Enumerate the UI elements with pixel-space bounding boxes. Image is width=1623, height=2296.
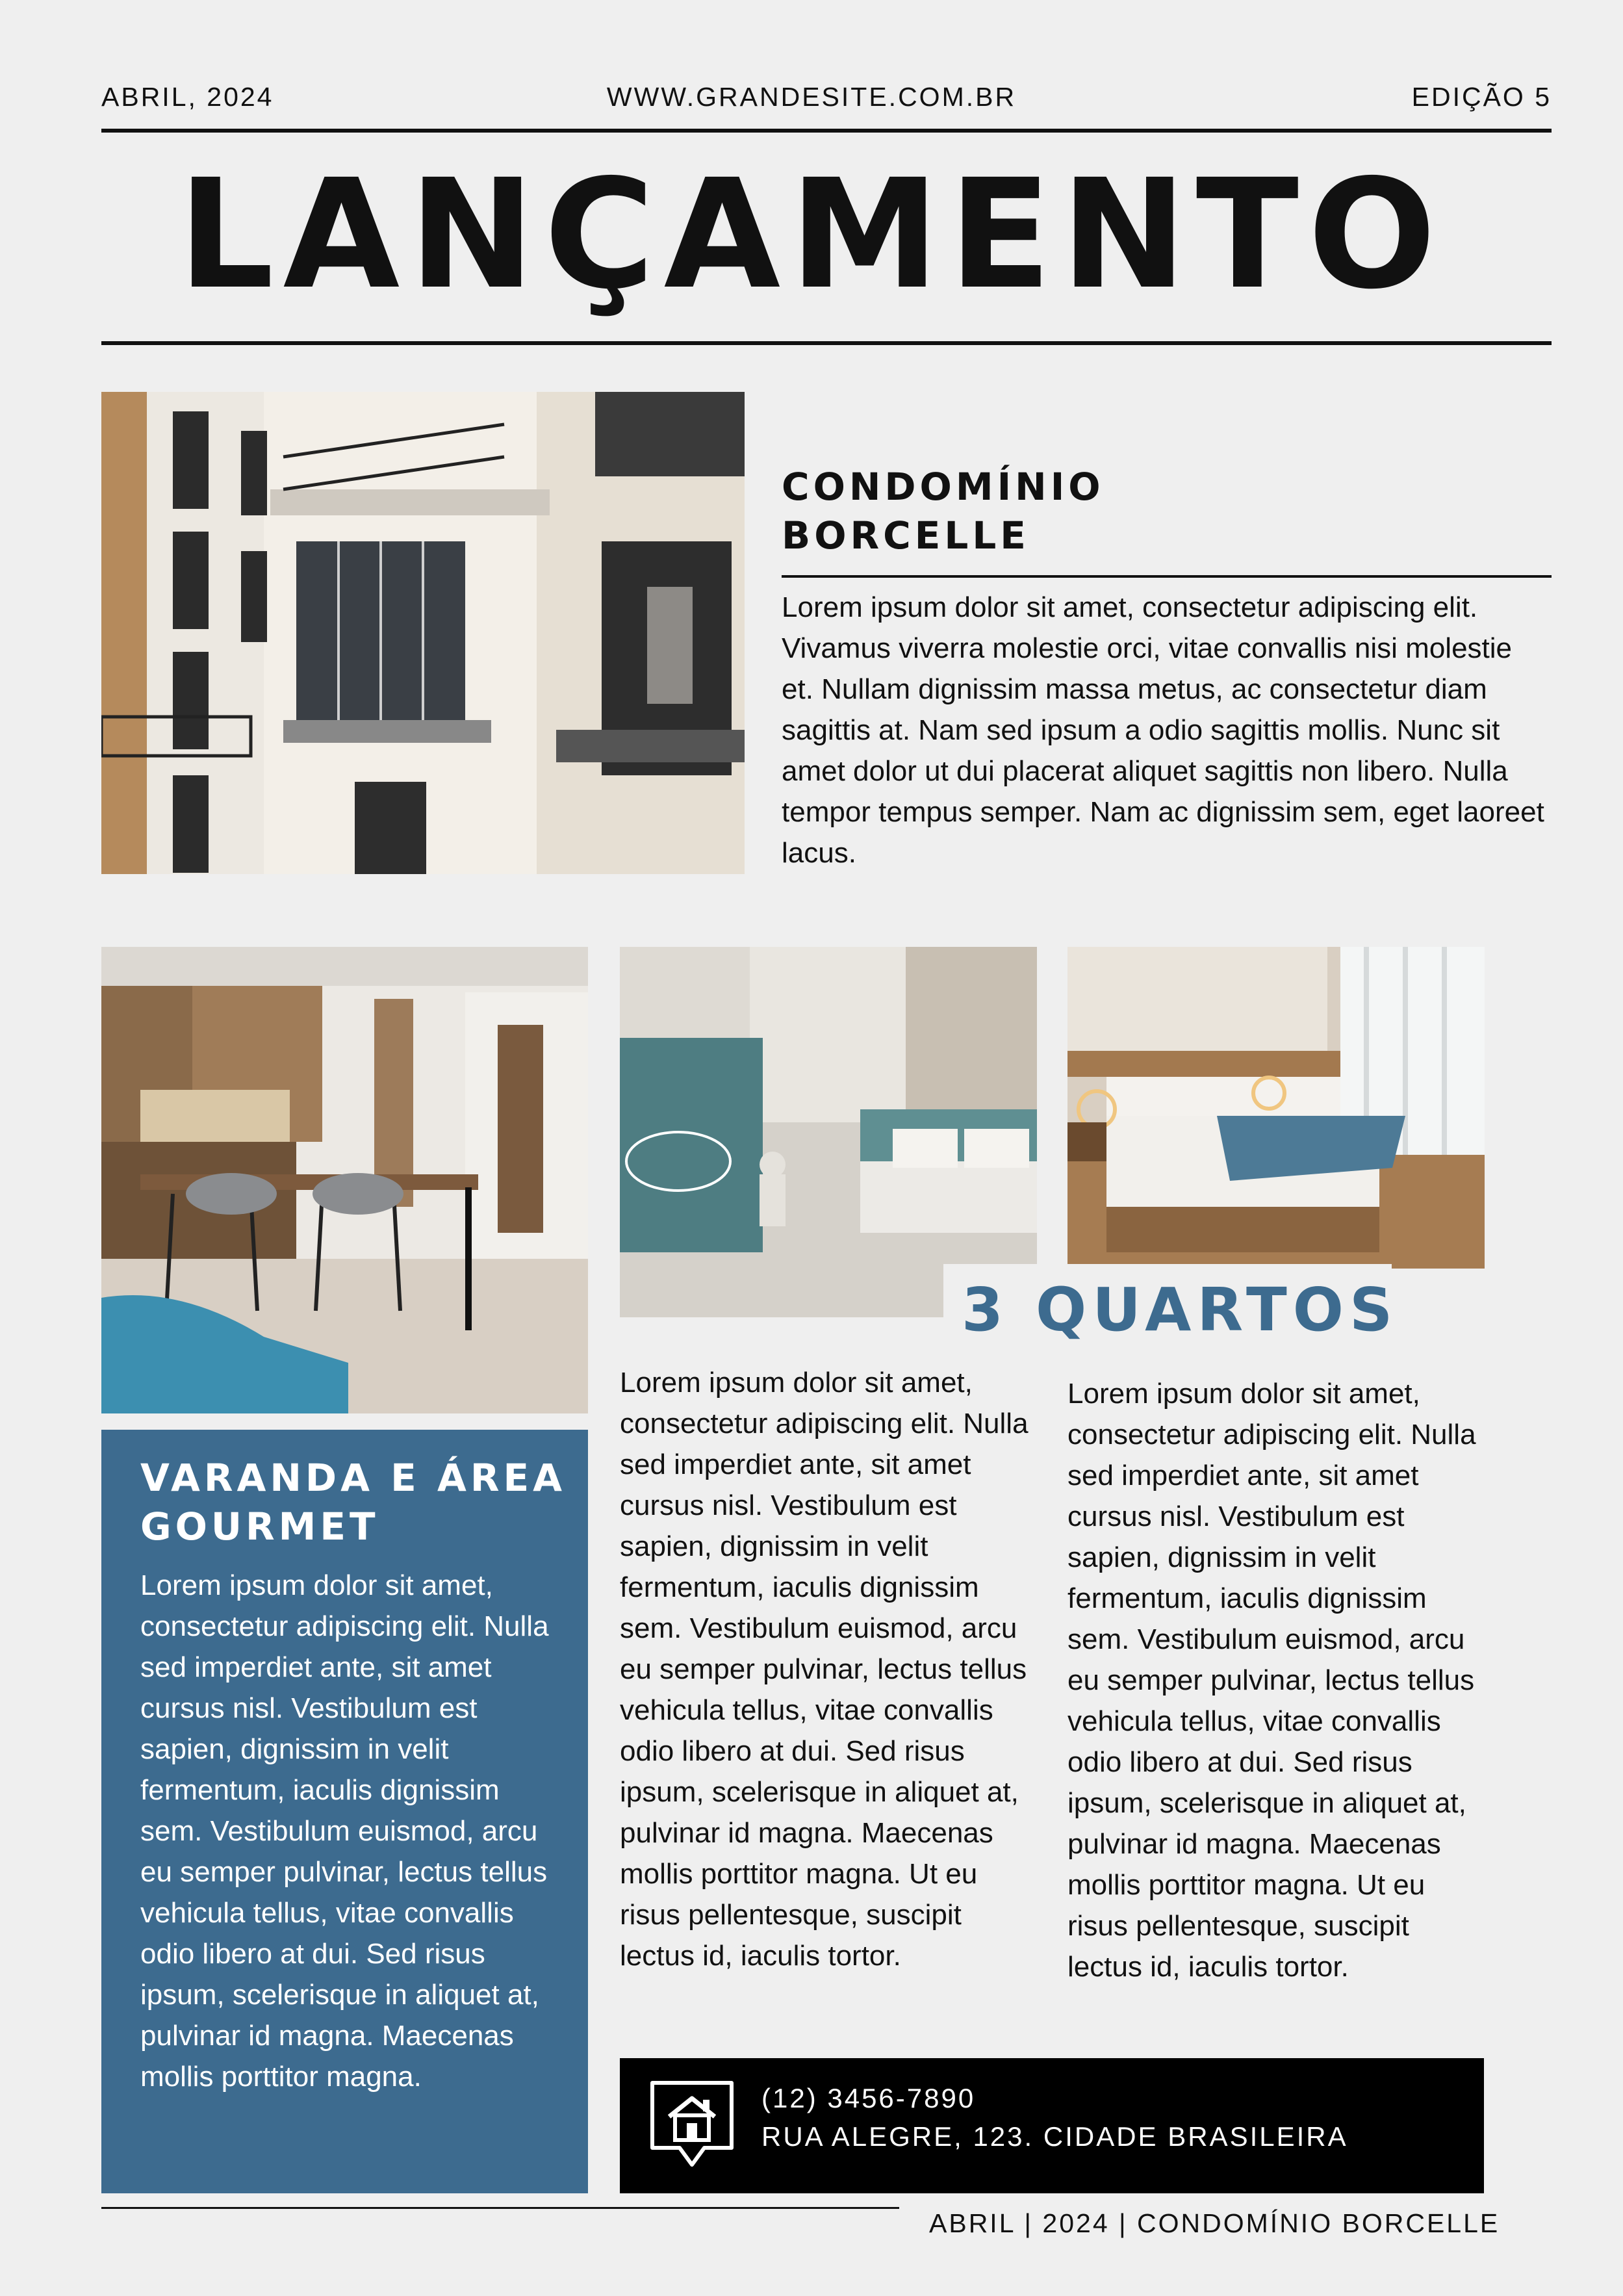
feature-text: Lorem ipsum dolor sit amet, consectetur adipiscing elit. Vivamus viverra molestie orci, vitae convallis nisi molestie et. Nullam dignissim massa metus, ac consectetur diam sagittis at. Nam sed ipsum a odio sagittis mollis. Nunc sit amet dolor ut dui placerat aliquet sagittis non libero. Nulla tempor tempus semper. Nam ac dignissim sem, eget laoreet lacus. <box>782 591 1544 869</box>
page-title: LANÇAMENTO <box>177 147 1446 322</box>
contact-address: RUA ALEGRE, 123. CIDADE BRASILEIRA <box>761 2121 1348 2152</box>
rooms-heading: 3 QUARTOS <box>962 1275 1399 1345</box>
header-rule <box>101 129 1552 133</box>
rooms-text-column-2: Lorem ipsum dolor sit amet, consectetur adipiscing elit. Nulla sed imperdiet ante, sit amet cursus nisl. Vestibulum est sapien, dignissim in velit fermentum, iaculis dignissim sem. Vestibulum euismod, arcu eu semper pulvinar, lectus tellus vehicula tellus, vitae convallis odio libero at dui. Sed risus ipsum, scelerisque in aliquet at, pulvinar id magna. Maecenas mollis porttitor magna. Ut eu risus pellentesque, suscipit lectus id, iaculis tortor. <box>1067 1378 1476 1983</box>
footer-text: ABRIL | 2024 | CONDOMÍNIO BORCELLE <box>929 2208 1500 2238</box>
masthead-rule <box>101 341 1552 345</box>
bedroom-photo-1 <box>620 947 1037 1317</box>
footer-rule <box>101 2207 899 2209</box>
gourmet-heading <box>140 1454 566 1552</box>
kitchen-photo <box>101 947 588 1413</box>
edition-number: EDIÇÃO 5 <box>1411 82 1552 112</box>
bedroom-photo-2 <box>1067 947 1485 1269</box>
gourmet-heading-line2: GOURMET <box>140 1504 379 1549</box>
gourmet-text: Lorem ipsum dolor sit amet, consectetur adipiscing elit. Nulla sed imperdiet ante, sit amet cursus nisl. Vestibulum est sapien, dignissim in velit fermentum, iaculis dignissim sem. Vestibulum euismod, arcu eu semper pulvinar, lectus tellus vehicula tellus, vitae convallis odio libero at dui. Sed risus ipsum, scelerisque in aliquet at, pulvinar id magna. Maecenas mollis porttitor magna. <box>140 1569 549 2093</box>
feature-heading <box>782 463 1105 561</box>
gourmet-heading-line1: VARANDA E ÁREA <box>140 1456 567 1500</box>
feature-rule <box>782 575 1552 578</box>
website-link[interactable]: WWW.GRANDESITE.COM.BR <box>606 82 1017 112</box>
rooms-text-column-1: Lorem ipsum dolor sit amet, consectetur adipiscing elit. Nulla sed imperdiet ante, sit amet cursus nisl. Vestibulum est sapien, dignissim in velit fermentum, iaculis dignissim sem. Vestibulum euismod, arcu eu semper pulvinar, lectus tellus vehicula tellus, vitae convallis odio libero at dui. Sed risus ipsum, scelerisque in aliquet at, pulvinar id magna. Maecenas mollis porttitor magna. Ut eu risus pellentesque, suscipit lectus id, iaculis tortor. <box>620 1367 1029 1972</box>
feature-heading-line1: CONDOMÍNIO <box>782 465 1105 509</box>
contact-phone[interactable]: (12) 3456-7890 <box>761 2083 976 2113</box>
contact-bar <box>620 2058 1484 2193</box>
gourmet-panel <box>101 1430 588 2193</box>
issue-date: ABRIL, 2024 <box>101 82 274 112</box>
feature-heading-line2: BORCELLE <box>782 513 1030 558</box>
house-pin-icon <box>646 2076 738 2169</box>
building-photo <box>101 392 745 874</box>
